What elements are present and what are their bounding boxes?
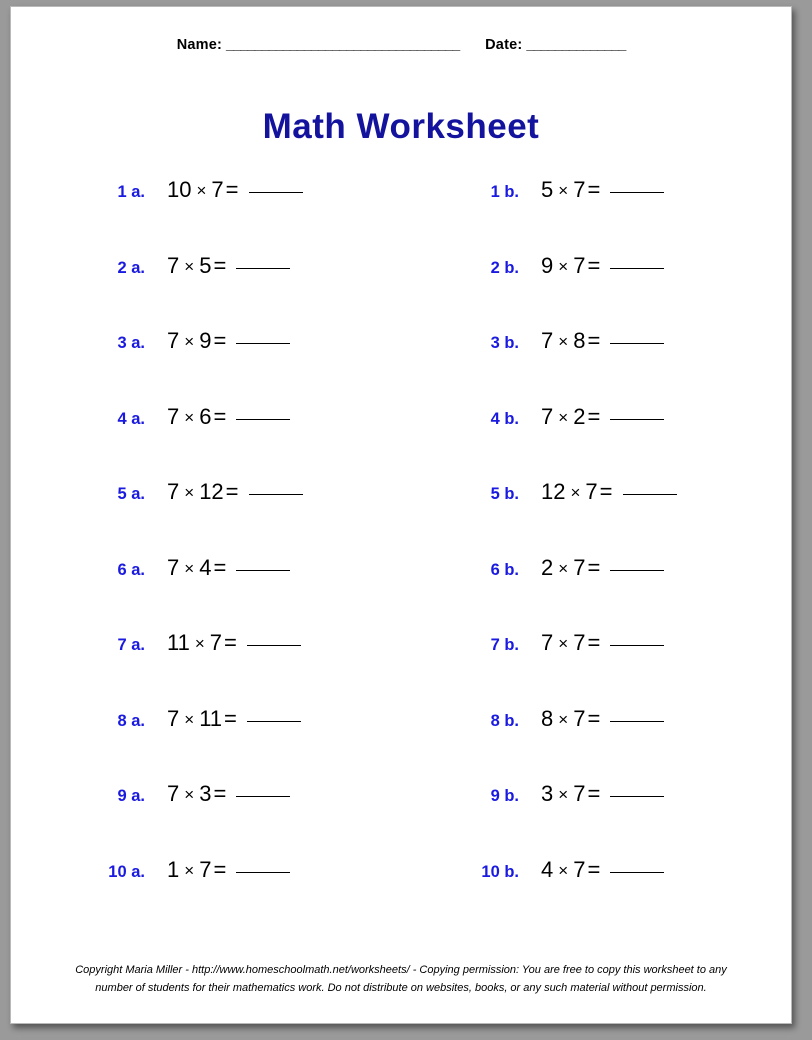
problem-label: 1 b.	[490, 183, 519, 201]
operand-b: 7	[573, 856, 586, 882]
operand-a: 7	[167, 554, 180, 580]
copyright-line-1: Copyright Maria Miller - http://www.homeschoolmath.net/worksheets/ - Copying permission: You are free to copy this worksheet to any	[75, 963, 727, 976]
problem-item	[401, 328, 791, 354]
problem-expression	[541, 404, 664, 430]
multiply-icon: ×	[558, 407, 569, 427]
operand-b: 12	[199, 479, 224, 504]
problem-row	[11, 253, 791, 329]
operand-a: 7	[167, 403, 180, 429]
operand-b: 7	[573, 554, 586, 580]
answer-blank[interactable]	[623, 494, 677, 495]
equals-sign: =	[213, 554, 227, 580]
operand-a: 7	[167, 479, 180, 504]
multiply-icon: ×	[558, 634, 569, 653]
equals-sign: =	[213, 856, 227, 882]
problem-expression	[541, 630, 664, 656]
operand-b: 8	[573, 328, 586, 353]
problem-expression	[167, 706, 301, 732]
problem-expression	[167, 630, 301, 656]
problem-row	[11, 479, 791, 555]
problem-item	[11, 404, 401, 430]
multiply-icon: ×	[558, 181, 569, 200]
multiply-icon: ×	[558, 558, 569, 578]
multiply-icon: ×	[184, 332, 195, 351]
equals-sign: =	[587, 403, 601, 429]
answer-blank[interactable]	[247, 721, 301, 722]
multiply-icon: ×	[184, 860, 195, 880]
problem-expression	[167, 328, 290, 354]
operand-a: 7	[167, 252, 180, 278]
problem-expression	[541, 253, 664, 279]
problem-expression	[167, 857, 290, 883]
problem-expression	[541, 328, 664, 354]
multiply-icon: ×	[184, 256, 195, 276]
problem-row	[11, 404, 791, 480]
problem-row	[11, 781, 791, 857]
problem-expression	[167, 479, 303, 505]
operand-a: 9	[541, 252, 554, 278]
problem-item	[401, 781, 791, 807]
problem-label: 4 b.	[490, 409, 519, 428]
operand-b: 7	[573, 177, 586, 202]
problem-item	[11, 555, 401, 581]
operand-b: 3	[199, 781, 212, 806]
answer-blank[interactable]	[249, 494, 303, 495]
equals-sign: =	[213, 781, 227, 806]
problem-expression	[167, 404, 290, 430]
problem-label: 6 a.	[117, 560, 145, 579]
multiply-icon: ×	[184, 785, 195, 804]
multiply-icon: ×	[194, 634, 205, 653]
problem-expression	[167, 555, 290, 581]
worksheet-sheet	[10, 6, 792, 1024]
problem-item	[11, 857, 401, 883]
problem-item	[401, 253, 791, 279]
answer-blank[interactable]	[236, 872, 290, 873]
problem-row	[11, 857, 791, 933]
problem-item	[11, 328, 401, 354]
operand-a: 5	[541, 177, 554, 202]
problem-item	[401, 630, 791, 656]
problem-label: 8 b.	[490, 711, 519, 730]
answer-blank[interactable]	[236, 343, 290, 344]
multiply-icon: ×	[196, 181, 207, 200]
operand-b: 7	[209, 630, 223, 655]
problem-expression	[541, 479, 677, 505]
problem-item	[401, 177, 791, 203]
problem-item	[401, 706, 791, 732]
answer-blank[interactable]	[610, 192, 664, 193]
problem-item	[401, 404, 791, 430]
equals-sign: =	[587, 856, 601, 882]
problem-item	[11, 630, 401, 656]
operand-b: 5	[199, 252, 212, 278]
multiply-icon: ×	[558, 332, 569, 351]
operand-a: 11	[167, 630, 190, 655]
problem-item	[11, 706, 401, 732]
operand-a: 10	[167, 177, 192, 202]
answer-blank[interactable]	[610, 645, 664, 646]
answer-blank[interactable]	[236, 419, 290, 420]
operand-a: 7	[167, 781, 180, 806]
student-header	[11, 37, 791, 53]
problem-label: 10 b.	[481, 862, 519, 881]
problem-label: 3 a.	[117, 334, 145, 352]
copyright-line-2: number of students for their mathematics work. Do not distribute on websites, books, or any such material without permission.	[95, 981, 707, 994]
problem-row	[11, 706, 791, 782]
equals-sign: =	[224, 630, 237, 655]
equals-sign: =	[213, 403, 227, 429]
name-write-line[interactable]: _________________________________	[226, 37, 460, 53]
operand-a: 1	[167, 856, 180, 882]
problem-expression	[167, 253, 290, 279]
date-write-line[interactable]: ______________	[526, 37, 626, 53]
operand-a: 12	[541, 479, 566, 504]
problem-item	[11, 177, 401, 203]
operand-a: 4	[541, 856, 554, 882]
problem-label: 7 a.	[117, 636, 145, 654]
problem-label: 10 a.	[108, 862, 145, 881]
equals-sign: =	[587, 328, 601, 353]
operand-b: 7	[573, 252, 586, 278]
equals-sign: =	[225, 479, 239, 504]
problem-label: 9 a.	[117, 787, 145, 805]
multiply-icon: ×	[184, 483, 195, 502]
operand-b: 6	[199, 403, 212, 429]
problem-label: 2 b.	[490, 258, 519, 277]
equals-sign: =	[599, 479, 613, 504]
answer-blank[interactable]	[610, 796, 664, 797]
name-label: Name:	[176, 37, 223, 53]
problem-label: 5 a.	[117, 485, 145, 503]
multiply-icon: ×	[558, 860, 569, 880]
operand-b: 2	[573, 403, 586, 429]
operand-a: 7	[541, 630, 554, 655]
equals-sign: =	[225, 177, 239, 202]
problem-label: 6 b.	[490, 560, 519, 579]
problem-label: 8 a.	[117, 711, 145, 730]
page-title: Math Worksheet	[262, 107, 540, 146]
operand-b: 7	[573, 705, 586, 731]
answer-blank[interactable]	[610, 419, 664, 420]
problem-expression	[167, 781, 290, 807]
problem-expression	[167, 177, 303, 203]
problem-expression	[541, 781, 664, 807]
problem-item	[401, 555, 791, 581]
multiply-icon: ×	[184, 558, 195, 578]
operand-a: 7	[541, 403, 554, 429]
problem-label: 2 a.	[117, 258, 145, 277]
operand-a: 7	[167, 328, 180, 353]
answer-blank[interactable]	[236, 570, 290, 571]
operand-b: 7	[573, 781, 586, 806]
multiply-icon: ×	[570, 483, 581, 502]
multiply-icon: ×	[184, 407, 195, 427]
multiply-icon: ×	[558, 709, 569, 729]
answer-blank[interactable]	[610, 721, 664, 722]
answer-blank[interactable]	[610, 343, 664, 344]
problem-label: 1 a.	[117, 183, 145, 201]
problem-list	[11, 177, 791, 932]
answer-blank[interactable]	[247, 645, 301, 646]
problem-expression	[541, 857, 664, 883]
problem-item	[11, 479, 401, 505]
answer-blank[interactable]	[236, 268, 290, 269]
operand-a: 2	[541, 554, 554, 580]
equals-sign: =	[587, 252, 601, 278]
problem-label: 7 b.	[490, 636, 519, 654]
operand-a: 7	[167, 705, 180, 731]
operand-b: 7	[199, 856, 212, 882]
problem-expression	[541, 706, 664, 732]
copyright-footer	[11, 961, 791, 997]
multiply-icon: ×	[558, 256, 569, 276]
equals-sign: =	[587, 705, 601, 731]
equals-sign: =	[587, 554, 601, 580]
operand-b: 7	[585, 479, 598, 504]
operand-b: 11	[199, 705, 223, 731]
equals-sign: =	[587, 781, 601, 806]
operand-a: 7	[541, 328, 554, 353]
problem-label: 3 b.	[490, 334, 519, 352]
answer-blank[interactable]	[610, 570, 664, 571]
problem-expression	[541, 555, 664, 581]
answer-blank[interactable]	[610, 268, 664, 269]
operand-a: 8	[541, 705, 554, 731]
problem-row	[11, 328, 791, 404]
operand-b: 7	[573, 630, 586, 655]
multiply-icon: ×	[558, 785, 569, 804]
problem-expression	[541, 177, 664, 203]
equals-sign: =	[213, 328, 227, 353]
equals-sign: =	[587, 630, 601, 655]
operand-b: 9	[199, 328, 212, 353]
operand-a: 3	[541, 781, 554, 806]
equals-sign: =	[224, 705, 237, 731]
answer-blank[interactable]	[236, 796, 290, 797]
problem-row	[11, 630, 791, 706]
problem-item	[11, 781, 401, 807]
problem-label: 9 b.	[490, 787, 519, 805]
answer-blank[interactable]	[249, 192, 303, 193]
operand-b: 7	[211, 177, 224, 202]
problem-label: 4 a.	[117, 409, 145, 428]
problem-item	[11, 253, 401, 279]
problem-row	[11, 555, 791, 631]
problem-label: 5 b.	[490, 485, 519, 503]
problem-item	[401, 479, 791, 505]
problem-row	[11, 177, 791, 253]
multiply-icon: ×	[184, 709, 195, 729]
equals-sign: =	[587, 177, 601, 202]
operand-b: 4	[199, 554, 212, 580]
date-label: Date:	[485, 37, 523, 53]
problem-item	[401, 857, 791, 883]
equals-sign: =	[213, 252, 227, 278]
answer-blank[interactable]	[610, 872, 664, 873]
